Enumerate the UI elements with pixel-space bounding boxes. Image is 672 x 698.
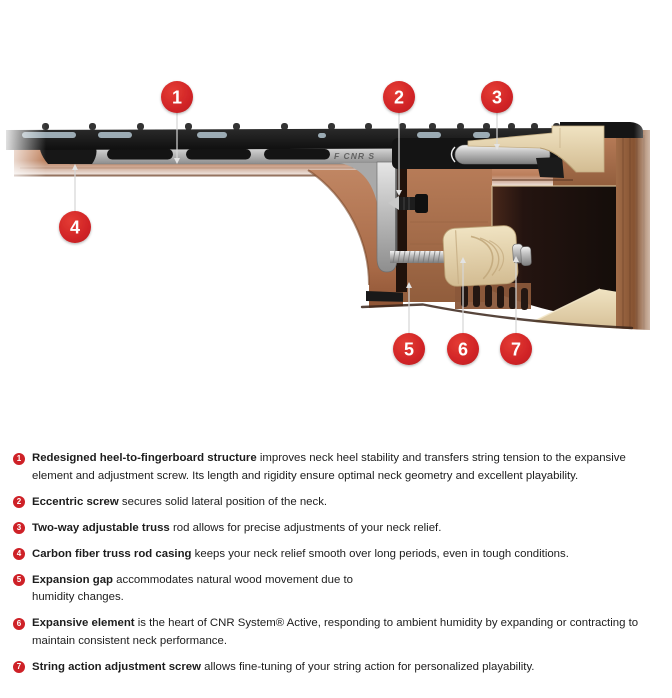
callout-number: 2 <box>393 87 405 108</box>
legend-text-5 <box>32 572 377 607</box>
legend-text-4 <box>32 546 569 564</box>
legend-term: Expansive element <box>32 617 135 629</box>
legend-item-6 <box>13 615 661 650</box>
legend-text-6 <box>32 615 661 650</box>
legend-bullet-2: 2 <box>13 496 25 508</box>
legend-item-3 <box>13 520 661 538</box>
legend <box>13 450 661 685</box>
legend-text-1 <box>32 450 661 485</box>
callout-number: 1 <box>171 87 183 108</box>
callout-number: 6 <box>457 339 469 360</box>
legend-bullet-1: 1 <box>13 453 25 465</box>
legend-item-1 <box>13 450 661 485</box>
legend-item-5 <box>13 572 661 607</box>
callout-marker-4 <box>59 211 91 243</box>
kerfed-lining <box>455 283 531 310</box>
legend-term: String action adjustment screw <box>32 660 201 673</box>
legend-term: Two-way adjustable truss <box>32 521 170 534</box>
legend-item-4 <box>13 546 661 564</box>
legend-description: accommodates natural wood movement due to humidity changes. <box>32 573 353 603</box>
embossed-cnr-text: F CNR S <box>334 151 375 161</box>
legend-term: Redesigned heel-to-fingerboard structure <box>32 452 257 464</box>
callout-number: 4 <box>69 217 81 238</box>
right-fade <box>634 95 672 350</box>
legend-description: improves neck heel stability and transfers string tension to the expansive element and adjustment screw. Its length and rigidity ensure optimal neck geometry and excellent playability. <box>32 452 626 482</box>
legend-bullet-7: 7 <box>13 661 25 673</box>
legend-bullet-6: 6 <box>13 618 25 630</box>
legend-item-7 <box>13 659 661 677</box>
callout-marker-7 <box>500 333 532 365</box>
legend-bullet-4: 4 <box>13 548 25 560</box>
callout-marker-3 <box>481 81 513 113</box>
legend-term: Expansion gap <box>32 573 114 586</box>
legend-bullet-3: 3 <box>13 522 25 534</box>
callout-number: 3 <box>491 87 503 108</box>
threaded-rod <box>390 251 448 263</box>
legend-term: Eccentric screw <box>32 495 119 508</box>
legend-term: Carbon fiber truss rod casing <box>32 547 192 560</box>
callout-marker-6 <box>447 333 479 365</box>
left-fade <box>0 100 46 200</box>
legend-bullet-5: 5 <box>13 574 25 586</box>
callout-marker-5 <box>393 333 425 365</box>
legend-description: keeps your neck relief smooth over long periods, even in tough conditions. <box>191 547 569 560</box>
legend-description: rod allows for precise adjustments of your neck relief. <box>169 521 442 534</box>
legend-text-7 <box>32 659 534 677</box>
callout-marker-2 <box>383 81 415 113</box>
legend-item-2 <box>13 494 661 512</box>
legend-text-2 <box>32 494 327 512</box>
expansion-gap <box>396 162 407 292</box>
legend-description: secures solid lateral position of the neck. <box>118 495 328 508</box>
legend-text-3 <box>32 520 441 538</box>
legend-description: is the heart of CNR System® Active, responding to ambient humidity by expanding or contracting to maintain consistent neck performance. <box>32 617 639 647</box>
callout-number: 7 <box>510 339 522 360</box>
callout-number: 5 <box>403 339 415 360</box>
legend-description: allows fine-tuning of your string action for personalized playability. <box>201 660 535 673</box>
string-action-adjustment-screw <box>512 243 531 266</box>
callout-marker-1 <box>161 81 193 113</box>
